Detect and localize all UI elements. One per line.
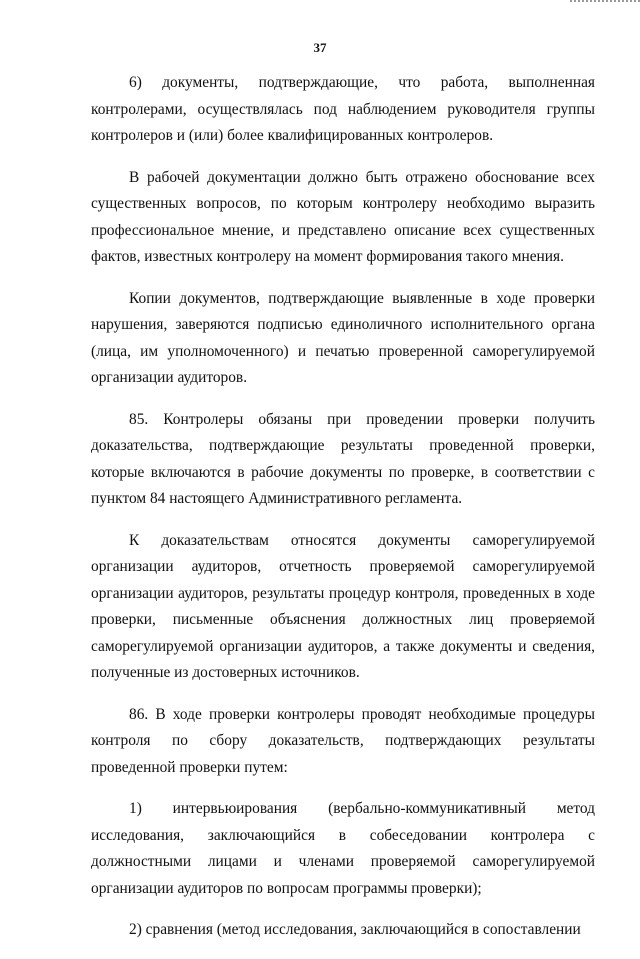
paragraph-item-1: 1) интервьюирования (вербально-коммуникативный метод исследования, заключающийся в собеседовании контролера с должностными лицами и членами проверяемой саморегулируемой организации аудиторов по вопросам программы проверки); bbox=[91, 800, 595, 897]
paragraph-working-docs: В рабочей документации должно быть отражено обоснование всех существенных вопросов, по которым контролеру необходимо выразить профессиональное мнение, и представлено описание всех существенных фактов, известных контролеру на момент формирования такого мнения. bbox=[91, 168, 595, 265]
paragraph-evidence: К доказательствам относятся документы саморегулируемой организации аудиторов, отчетность проверяемой саморегулируемой организации аудиторов, результаты процедур контроля, проведенных в ходе проверки, письменные объяснения должностных лиц проверяемой саморегулируемой организации аудиторов, а также документы и сведения, полученные из достоверных источников. bbox=[91, 531, 595, 681]
scan-corner-mark bbox=[570, 0, 640, 12]
paragraph-item-6: 6) документы, подтверждающие, что работа, выполненная контролерами, осуществлялась под наблюдением руководителя группы контролеров и (или) более квалифицированных контролеров. bbox=[91, 74, 595, 144]
page-number: 37 bbox=[313, 40, 327, 55]
paragraph-copies: Копии документов, подтверждающие выявленные в ходе проверки нарушения, заверяются подписью единоличного исполнительного органа (лица, им уполномоченного) и печатью проверенной саморегулируемой организации аудиторов. bbox=[91, 289, 595, 386]
paragraph-85: 85. Контролеры обязаны при проведении проверки получить доказательства, подтверждающие результаты проведенной проверки, которые включаются в рабочие документы по проверке, в соответствии с пунктом 84 настоящего Административного регламента. bbox=[91, 410, 595, 507]
paragraph-86: 86. В ходе проверки контролеры проводят необходимые процедуры контроля по сбору доказательств, подтверждающих результаты проведенной проверки путем: bbox=[91, 705, 595, 776]
document-body bbox=[91, 70, 595, 959]
paragraph-item-2: 2) сравнения (метод исследования, заключающийся в сопоставлении bbox=[129, 921, 581, 938]
